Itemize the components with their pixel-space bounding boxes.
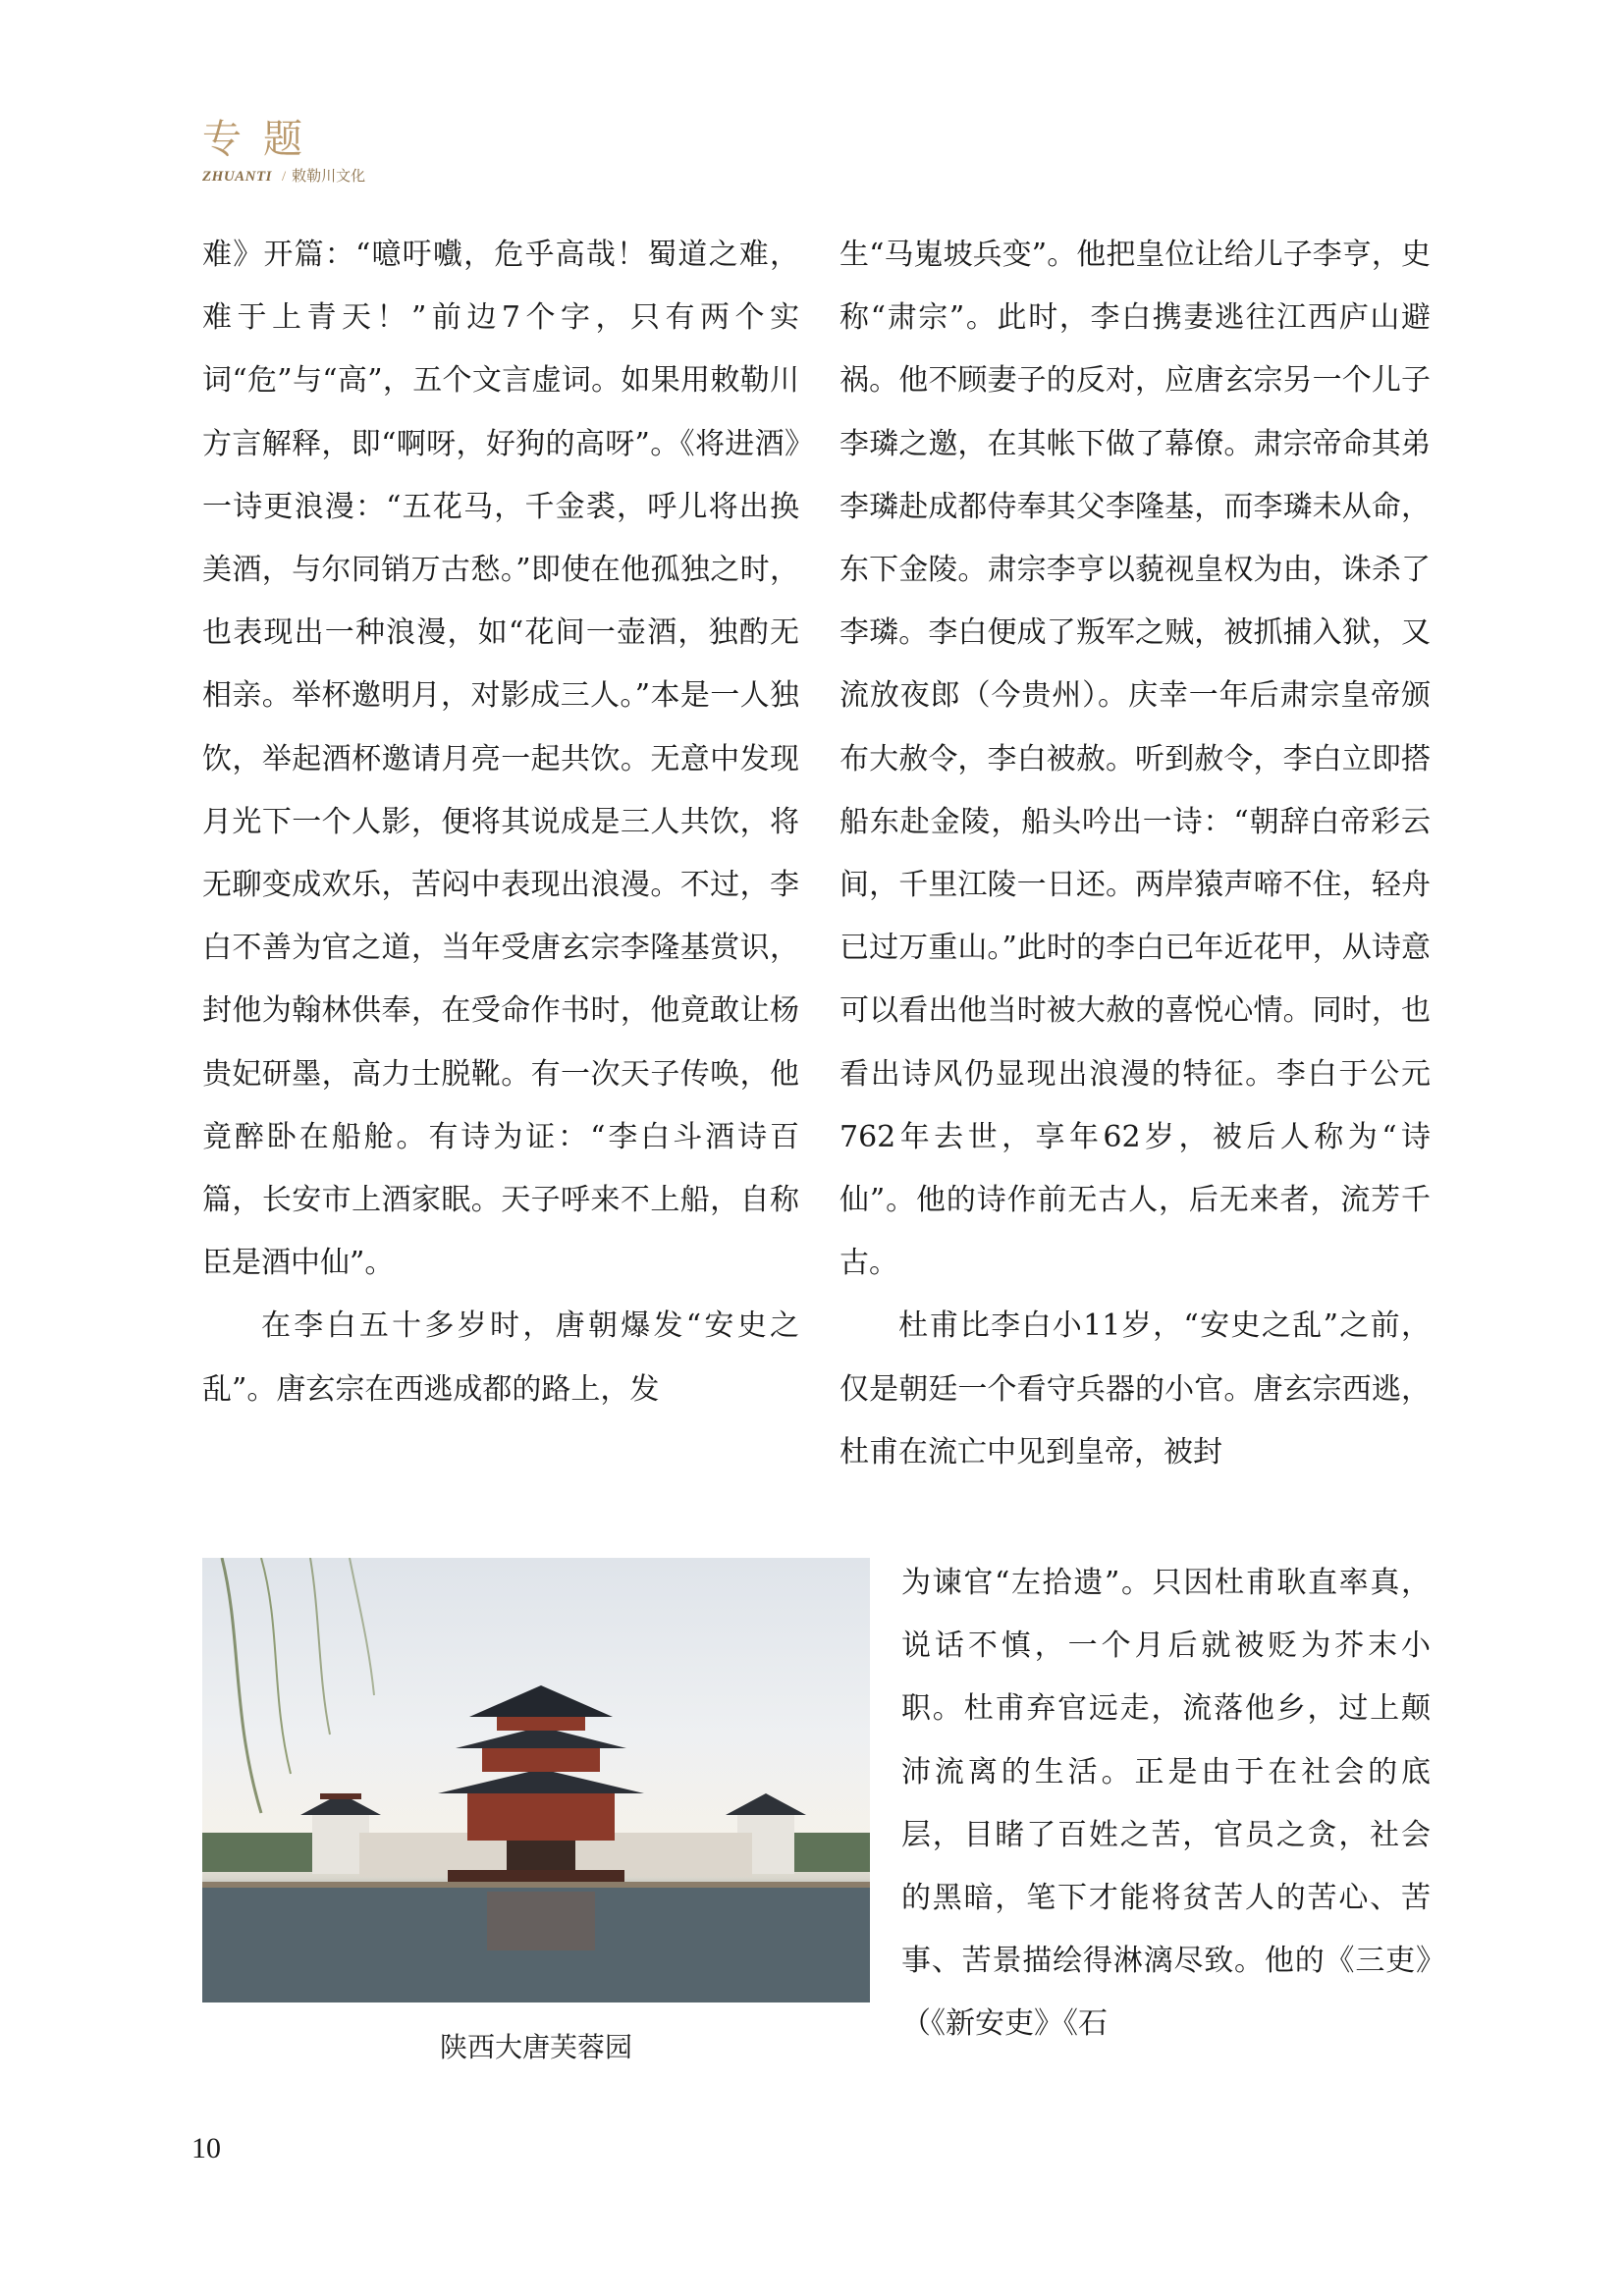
paragraph: 在李白五十多岁时，唐朝爆发“安史之乱”。唐玄宗在西逃成都的路上，发 (202, 1308, 799, 1407)
article-left-column (202, 224, 799, 1421)
paragraph: 难》开篇：“噫吁嚱，危乎高哉！蜀道之难，难于上青天！”前边7个字，只有两个实词“危”与“高”，五个文言虚词。如果用敕勒川方言解释，即“啊呀，好狗的高呀”。《将进酒》一诗更浪漫：“五花马，千金裘，呼儿将出换美酒，与尔同销万古愁。”即使在他孤独之时，也表现出一种浪漫，如“花间一壶酒，独酌无相亲。举杯邀明月，对影成三人。”本是一人独饮，举起酒杯邀请月亮一起共饮。无意中发现月光下一个人影，便将其说成是三人共饮，将无聊变成欢乐，苦闷中表现出浪漫。不过，李白不善为官之道，当年受唐玄宗李隆基赏识，封他为翰林供奉，在受命作书时，他竟敢让杨贵妃研墨，高力士脱靴。有一次天子传唤，他竟醉卧在船舱。有诗为证：“李白斗酒诗百篇，长安市上酒家眠。天子呼来不上船，自称臣是酒中仙”。 (202, 238, 799, 1281)
page-number: 10 (191, 2132, 221, 2164)
section-header (202, 116, 365, 187)
article-right-column (839, 224, 1431, 1484)
paragraph: 杜甫比李白小11岁，“安史之乱”之前，仅是朝廷一个看守兵器的小官。唐玄宗西逃，杜甫在流亡中见到皇帝，被封 (839, 1308, 1431, 1469)
article-right-column-continued (901, 1552, 1431, 2056)
paragraph: 为谏官“左拾遗”。只因杜甫耿直率真，说话不慎，一个月后就被贬为芥末小职。杜甫弃官远走，流落他乡，过上颠沛流离的生活。正是由于在社会的底层，目睹了百姓之苦，官员之贪，社会的黑暗，笔下才能将贫苦人的苦心、苦事、苦景描绘得淋漓尽致。他的《三吏》（《新安吏》《石 (901, 1566, 1431, 2042)
palace-illustration (202, 1558, 870, 2002)
palace-photo (202, 1558, 870, 2002)
section-title: 专题 (202, 117, 324, 162)
section-subtitle-cn: 敕勒川文化 (292, 169, 366, 185)
section-subtitle (202, 167, 365, 187)
section-subtitle-en: ZHUANTI (202, 169, 272, 185)
paragraph: 生“马嵬坡兵变”。他把皇位让给儿子李亨，史称“肃宗”。此时，李白携妻逃往江西庐山避祸。他不顾妻子的反对，应唐玄宗另一个儿子李璘之邀，在其帐下做了幕僚。肃宗帝命其弟李璘赴成都侍奉其父李隆基，而李璘未从命，东下金陵。肃宗李亨以藐视皇权为由，诛杀了李璘。李白便成了叛军之贼，被抓捕入狱，又流放夜郎（今贵州）。庆幸一年后肃宗皇帝颁布大赦令，李白被赦。听到赦令，李白立即搭船东赴金陵，船头吟出一诗：“朝辞白帝彩云间，千里江陵一日还。两岸猿声啼不住，轻舟已过万重山。”此时的李白已年近花甲，从诗意可以看出他当时被大赦的喜悦心情。同时，也看出诗风仍显现出浪漫的特征。李白于公元762年去世，享年62岁，被后人称为“诗仙”。他的诗作前无古人，后无来者，流芳千古。 (839, 238, 1431, 1281)
subtitle-divider: / (282, 169, 287, 185)
photo-caption: 陕西大唐芙蓉园 (439, 2031, 632, 2063)
